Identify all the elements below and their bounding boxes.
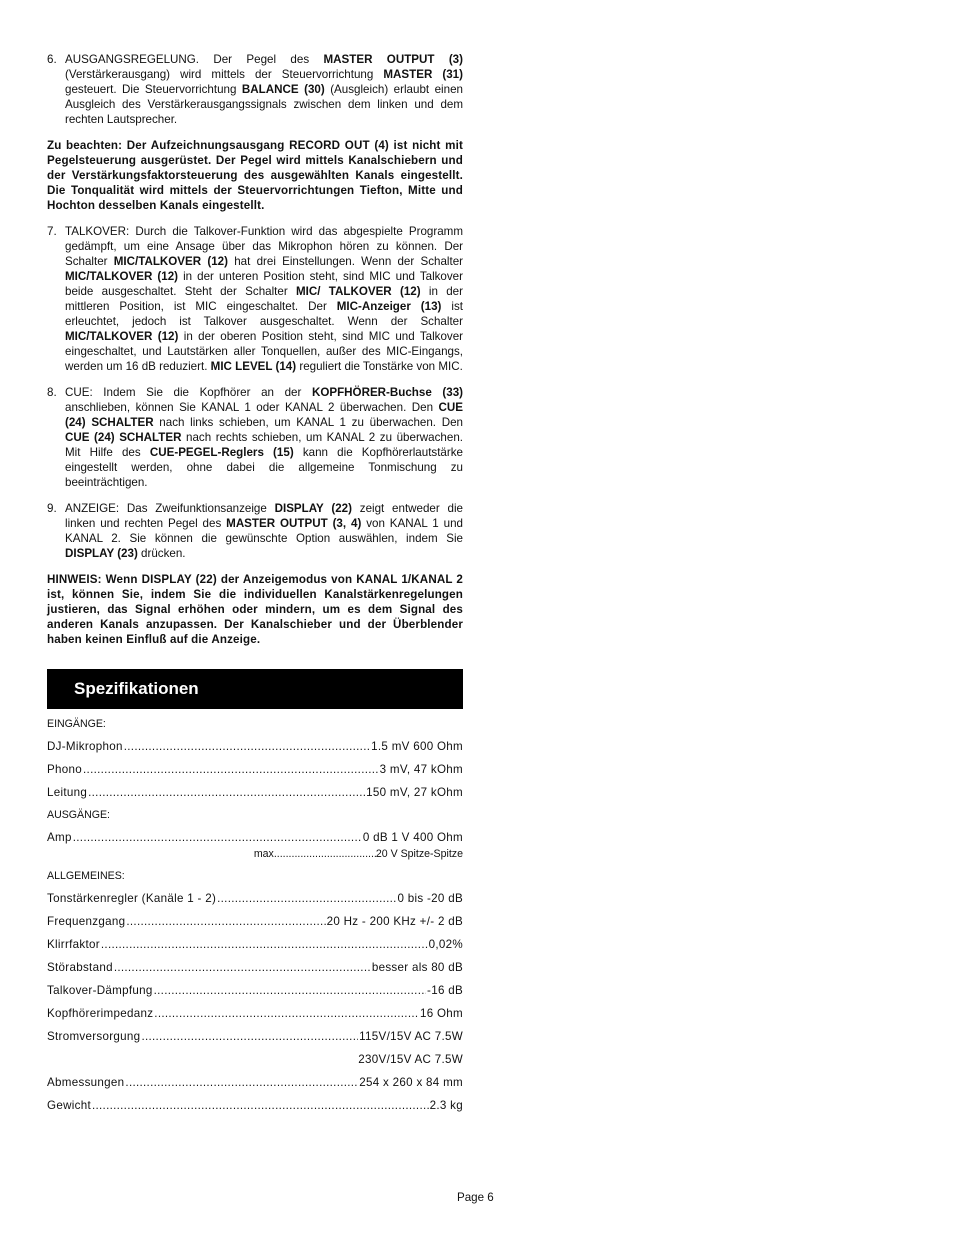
bold-reference: CUE (24) SCHALTER: [65, 431, 182, 444]
spec-row: [47, 739, 463, 754]
list-number: 8.: [47, 386, 57, 399]
spec-value: besser als 80 dB: [371, 961, 463, 974]
text-run: AUSGANGSREGELUNG. Der Pegel des: [65, 53, 324, 66]
spec-row: [47, 983, 463, 998]
spec-row-amp-max: [47, 847, 463, 861]
spec-label: DJ-Mikrophon: [47, 740, 123, 753]
spec-row: [47, 914, 463, 929]
dot-leader: [101, 937, 428, 952]
dot-leader: [125, 1075, 358, 1090]
page-number: Page 6: [457, 1191, 494, 1204]
list-number: 7.: [47, 225, 57, 238]
text-run: in der mittleren Position, ist MIC eingeschaltet. Der: [65, 285, 463, 313]
text-run: anschlieben, können Sie KANAL 1 oder KANAL 2 überwachen. Den: [65, 401, 439, 414]
bold-reference: MIC/ TALKOVER (12): [296, 285, 421, 298]
spec-value: 2.3 kg: [429, 1099, 463, 1112]
numbered-list-continued: [47, 224, 463, 561]
spec-value: 150 mV, 27 kOhm: [366, 786, 463, 799]
spec-list-inputs: [47, 739, 463, 800]
list-item: [47, 385, 463, 490]
dot-leader: [88, 785, 365, 800]
spec-list-general: [47, 891, 463, 1044]
numbered-list: [47, 52, 463, 127]
bold-reference: MIC-Anzeiger (13): [336, 300, 442, 313]
text-run: CUE: Indem Sie die Kopfhörer an der: [65, 386, 312, 399]
bold-reference: MIC LEVEL (14): [210, 360, 297, 373]
main-column: [47, 52, 463, 1113]
text-run: kann die Kopfhörerlautstärke eingestellt werden, ohne dabei die allgemeine Tonmischung zu beeinträchtigen.: [65, 446, 463, 489]
text-run: gesteuert. Die Steuervorrichtung: [65, 83, 242, 96]
spec-row-dimensions: [47, 1075, 463, 1090]
spec-value: -16 dB: [427, 984, 463, 997]
dot-leader: [114, 960, 371, 975]
bold-reference: MASTER OUTPUT (3, 4): [226, 517, 362, 530]
dot-leader: [126, 914, 325, 929]
text-run: ist erleuchtet, jedoch ist Talkover ausgeschaltet. Wenn der Schalter: [65, 300, 463, 328]
spec-label: Stromversorgung: [47, 1030, 141, 1043]
dot-leader: [274, 847, 376, 861]
spec-label: Kopfhörerimpedanz: [47, 1007, 154, 1020]
spec-value: 0 bis -20 dB: [397, 892, 463, 905]
text-run: hat drei Einstellungen. Wenn der Schalter: [228, 255, 463, 268]
spec-category-outputs: AUSGÄNGE:: [47, 809, 110, 821]
spec-label: Störabstand: [47, 961, 113, 974]
list-item: [47, 224, 463, 374]
spec-category-inputs: EINGÄNGE:: [47, 718, 106, 730]
text-run: drücken.: [137, 547, 186, 560]
spec-row: [47, 1029, 463, 1044]
spec-label: Amp: [47, 831, 72, 844]
spec-label: Klirrfaktor: [47, 938, 100, 951]
list-item: [47, 52, 463, 127]
spec-label: Abmessungen: [47, 1076, 125, 1089]
spec-value-power-alt: 230V/15V AC 7.5W: [358, 1053, 463, 1066]
spec-value: 1.5 mV 600 Ohm: [371, 740, 463, 753]
bold-reference: MASTER OUTPUT (3): [323, 53, 463, 66]
bold-reference: CUE-PEGEL-Reglers (15): [149, 446, 294, 459]
list-number: 9.: [47, 502, 57, 515]
bold-reference: MIC/TALKOVER (12): [113, 255, 228, 268]
bold-reference: DISPLAY (22): [274, 502, 352, 515]
section-heading: Spezifikationen: [47, 669, 463, 709]
spec-row: [47, 762, 463, 777]
spec-row-weight: [47, 1098, 463, 1113]
bold-reference: MASTER (31): [383, 68, 463, 81]
spec-value: 20 Hz - 200 KHz +/- 2 dB: [326, 915, 463, 928]
dot-leader: [217, 891, 396, 906]
spec-label: Tonstärkenregler (Kanäle 1 - 2): [47, 892, 217, 905]
bold-reference: CUE (24) SCHALTER: [65, 401, 463, 429]
text-run: reguliert die Tonstärke von MIC.: [296, 360, 463, 373]
spec-value: 254 x 260 x 84 mm: [359, 1076, 463, 1089]
spec-label: Gewicht: [47, 1099, 91, 1112]
dot-leader: [154, 983, 426, 998]
dot-leader: [154, 1006, 419, 1021]
spec-label: Frequenzgang: [47, 915, 126, 928]
spec-value: 20 V Spitze-Spitze: [375, 848, 463, 860]
note-record-out: Zu beachten: Der Aufzeichnungsausgang RECORD OUT (4) ist nicht mit Pegelsteuerung ausgerüstet. Der Pegel wird mittels Kanalschiebern und der Verstärkungsfaktorsteuerung des ausgewählten Kanals eingestellt. Die Tonqualität wird mittels der Steuervorrichtungen Tiefton, Mitte und Hochton desselben Kanals eingestellt.: [47, 139, 463, 212]
text-run: von KANAL 1 und KANAL 2. Sie können die gewünschte Option auswählen, indem Sie: [65, 517, 463, 545]
spec-value: 0,02%: [428, 938, 463, 951]
spec-label: Talkover-Dämpfung: [47, 984, 153, 997]
bold-reference: MIC/TALKOVER (12): [65, 270, 179, 283]
spec-row: [47, 1006, 463, 1021]
text-run: TALKOVER: Durch die Talkover-Funktion wird das abgespielte Programm gedämpft, um eine Ansage über das Mikrophon hören zu können. Der Schalter: [65, 225, 463, 268]
list-number: 6.: [47, 53, 57, 66]
bold-reference: KOPFHÖRER-Buchse (33): [311, 386, 464, 399]
dot-leader: [83, 762, 379, 777]
dot-leader: [92, 1098, 429, 1113]
text-run: (Ausgleich) erlaubt einen Ausgleich des Verstärkerausgangssignals zwischen dem linken und dem rechten Lautsprecher.: [65, 83, 463, 126]
spec-value: 3 mV, 47 kOhm: [379, 763, 463, 776]
text-run: in der unteren Position steht, sind MIC und Talkover beide ausgeschaltet. Steht der Schalter: [65, 270, 463, 298]
spec-row: [47, 960, 463, 975]
text-run: zeigt entweder die linken und rechten Pegel des: [65, 502, 464, 530]
bold-reference: BALANCE (30): [241, 83, 325, 96]
spec-label: Phono: [47, 763, 83, 776]
text-run: nach links schieben, um KANAL 1 zu überwachen. Den: [153, 416, 463, 429]
text-run: nach rechts schieben, um KANAL 2 zu überwachen. Mit Hilfe des: [65, 431, 463, 459]
spec-row: [47, 891, 463, 906]
text-run: ANZEIGE: Das Zweifunktionsanzeige: [65, 502, 275, 515]
spec-row-amp: [47, 830, 463, 845]
spec-row: [47, 785, 463, 800]
text-run: in der oberen Position steht, sind MIC und Talkover eingeschaltet, und Lautstärken aller Tonquellen, außer des MIC-Eingangs, werden um 16 dB reduziert.: [65, 330, 464, 373]
text-run: (Verstärkerausgang) wird mittels der Steuervorrichtung: [65, 68, 384, 81]
note-display: HINWEIS: Wenn DISPLAY (22) der Anzeigemodus von KANAL 1/KANAL 2 ist, können Sie, indem Sie die individuellen Kanalstärkenregelungen justieren, das Signal erhöhen oder mindern, um es dem Signal des anderen Kanals anzupassen. Der Kanalschieber und der Überblender haben keinen Einfluß auf die Anzeige.: [47, 573, 463, 646]
spec-label: max: [253, 848, 274, 860]
spec-label: Leitung: [47, 786, 88, 799]
dot-leader: [141, 1029, 358, 1044]
spec-value: 0 dB 1 V 400 Ohm: [362, 831, 463, 844]
spec-value: 115V/15V AC 7.5W: [359, 1030, 463, 1043]
bold-reference: MIC/TALKOVER (12): [65, 330, 179, 343]
spec-value: 16 Ohm: [419, 1007, 463, 1020]
spec-row: [47, 937, 463, 952]
dot-leader: [124, 739, 370, 754]
list-item: [47, 501, 463, 561]
bold-reference: DISPLAY (23): [65, 547, 138, 560]
dot-leader: [73, 830, 362, 845]
spec-category-general: ALLGEMEINES:: [47, 870, 125, 882]
